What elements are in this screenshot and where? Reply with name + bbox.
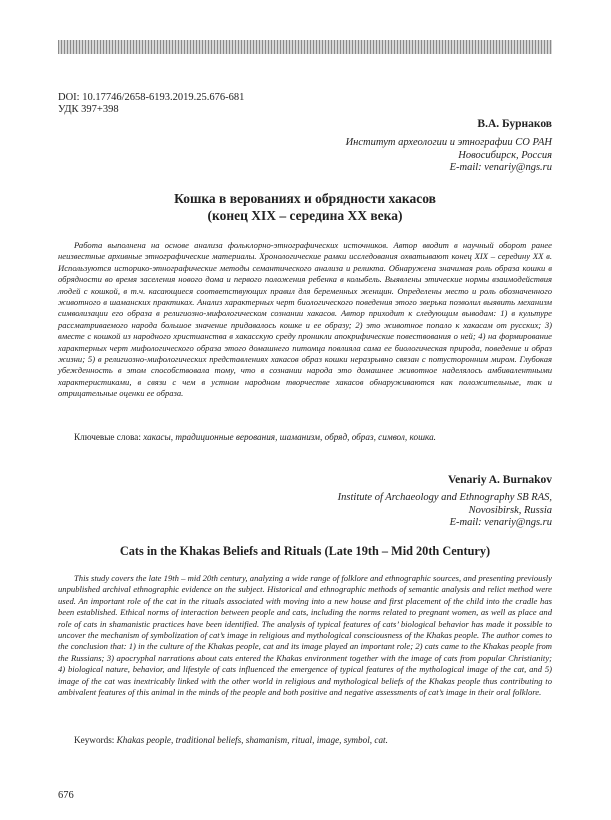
affiliation-en-city: Novosibirsk, Russia bbox=[468, 504, 552, 516]
article-meta bbox=[58, 92, 244, 116]
keywords-ru-label: Ключевые слова: bbox=[74, 432, 141, 442]
affiliation-ru-city: Новосибирск, Россия bbox=[458, 149, 552, 161]
affiliation-ru-institute: Институт археологии и этнографии СО РАН bbox=[345, 137, 552, 148]
keywords-ru-values: хакасы, традиционные верования, шаманизм, обряд, образ, символ, кошка. bbox=[143, 432, 436, 442]
affiliation-en bbox=[338, 492, 552, 530]
abstract-ru: Работа выполнена на основе анализа фольклорно-этнографических источников. Автор вводит в научный оборот ранее неизвестные архивные этнографические материалы. Хронологические рамки исследования охватывают конец XIX – середину XX в. Используются историко-этнографические методы семантического анализа и реликта. Обнаружена значимая роль образа кошки в обрядности во время заселения нового дома и первого положения ребенка в колыбель. Выявлены этические нормы взаимодействия людей с кошкой, в т.ч. касающиеся соответствующих правил для беременных женщин. Определены место и роль обозначенного животного в шаманских практиках. Анализ характерных черт биологического поведения этого зверька позволил выявить механизм символизации его образа в религиозно-мифологическом сознании хакасов. Автор приходит к следующим выводам: 1) в культуре рассматриваемого народа большое значение придавалось кошке и ее образу; 2) это животное попало к хакасам от русских; 3) вместе с кошкой из народного христианства в хакасскую среду проникли апокрифические повествования о ней; 4) на формирование характерных черт мифологического образа этого домашнего питомца повлияла сама ее биологическая природа, поведение и образ жизни; 5) в религиозно-мифологических представлениях хакасов образ кошки неразрывно связан с потусторонним миром. Глубокая убежденность в этом способствовала тому, что в сознании народа это домашнее животное наделялось амбивалентными характеристиками, в связи с чем в устном народном творчестве хакасов обнаруживаются как положительные, так и отрицательные оценки ее образа. bbox=[58, 240, 552, 399]
keywords-ru bbox=[74, 432, 554, 443]
keywords-en-values: Khakas people, traditional beliefs, shamanism, ritual, image, symbol, cat. bbox=[116, 735, 388, 745]
author-ru: В.А. Бурнаков bbox=[477, 118, 552, 130]
affiliation-en-email: E-mail: venariy@ngs.ru bbox=[449, 517, 552, 528]
keywords-en-label: Keywords: bbox=[74, 735, 115, 745]
title-ru bbox=[58, 190, 552, 224]
title-ru-line-2: (конец XIX – середина XX века) bbox=[207, 208, 403, 223]
author-en: Venariy A. Burnakov bbox=[447, 474, 552, 486]
title-ru-line-1: Кошка в верованиях и обрядности хакасов bbox=[174, 191, 436, 206]
affiliation-ru-email: E-mail: venariy@ngs.ru bbox=[449, 162, 552, 173]
affiliation-ru bbox=[346, 137, 552, 175]
header-bar bbox=[58, 40, 552, 54]
abstract-en: This study covers the late 19th – mid 20th century, analyzing a wide range of folklore and ethnographic sources, and presenting previously unpublished archival ethnographic evidence on the subject. Historical and ethnographic methods of semantic analysis and relict method were used. An important role of the cat in the rituals associated with moving into a new house and first placement of the child into the cradle has been established. Ethical norms of interaction between people and cats, including the norms related to pregnant women, as well as place and role of cats in shamanistic practices have been identified. The analysis of typical features of cats’ biological behavior has made it possible to uncover the mechanism of symbolization of cat’s image in religious and mythological consciousness of the Khakas people. The author comes to the conclusion that: 1) in the culture of the Khakas people, cat and its image played an important role; 2) cats came to the Khakas people from the Russians; 3) apocryphal narrations about cats entered the Khakas environment together with the image of cats from popular Christianity; 4) biological nature, behavior, and lifestyle of cats influenced the emergence of typical features of the mythological image of the cat, and 5) image of the cat was inextricably linked with the other world in religious and mythological beliefs of the Khakas people thus contributing to ambivalent features of this animal in the minds of the people and both positive and negative assessments of cat’s image in their oral folklore. bbox=[58, 573, 552, 698]
keywords-en bbox=[74, 735, 554, 746]
doi: DOI: 10.17746/2658-6193.2019.25.676-681 bbox=[58, 92, 245, 103]
udk: УДК 397+398 bbox=[58, 104, 119, 115]
title-en: Cats in the Khakas Beliefs and Rituals (Late 19th – Mid 20th Century) bbox=[119, 544, 491, 558]
page-number: 676 bbox=[58, 790, 74, 801]
affiliation-en-institute: Institute of Archaeology and Ethnography SB RAS, bbox=[337, 492, 552, 503]
